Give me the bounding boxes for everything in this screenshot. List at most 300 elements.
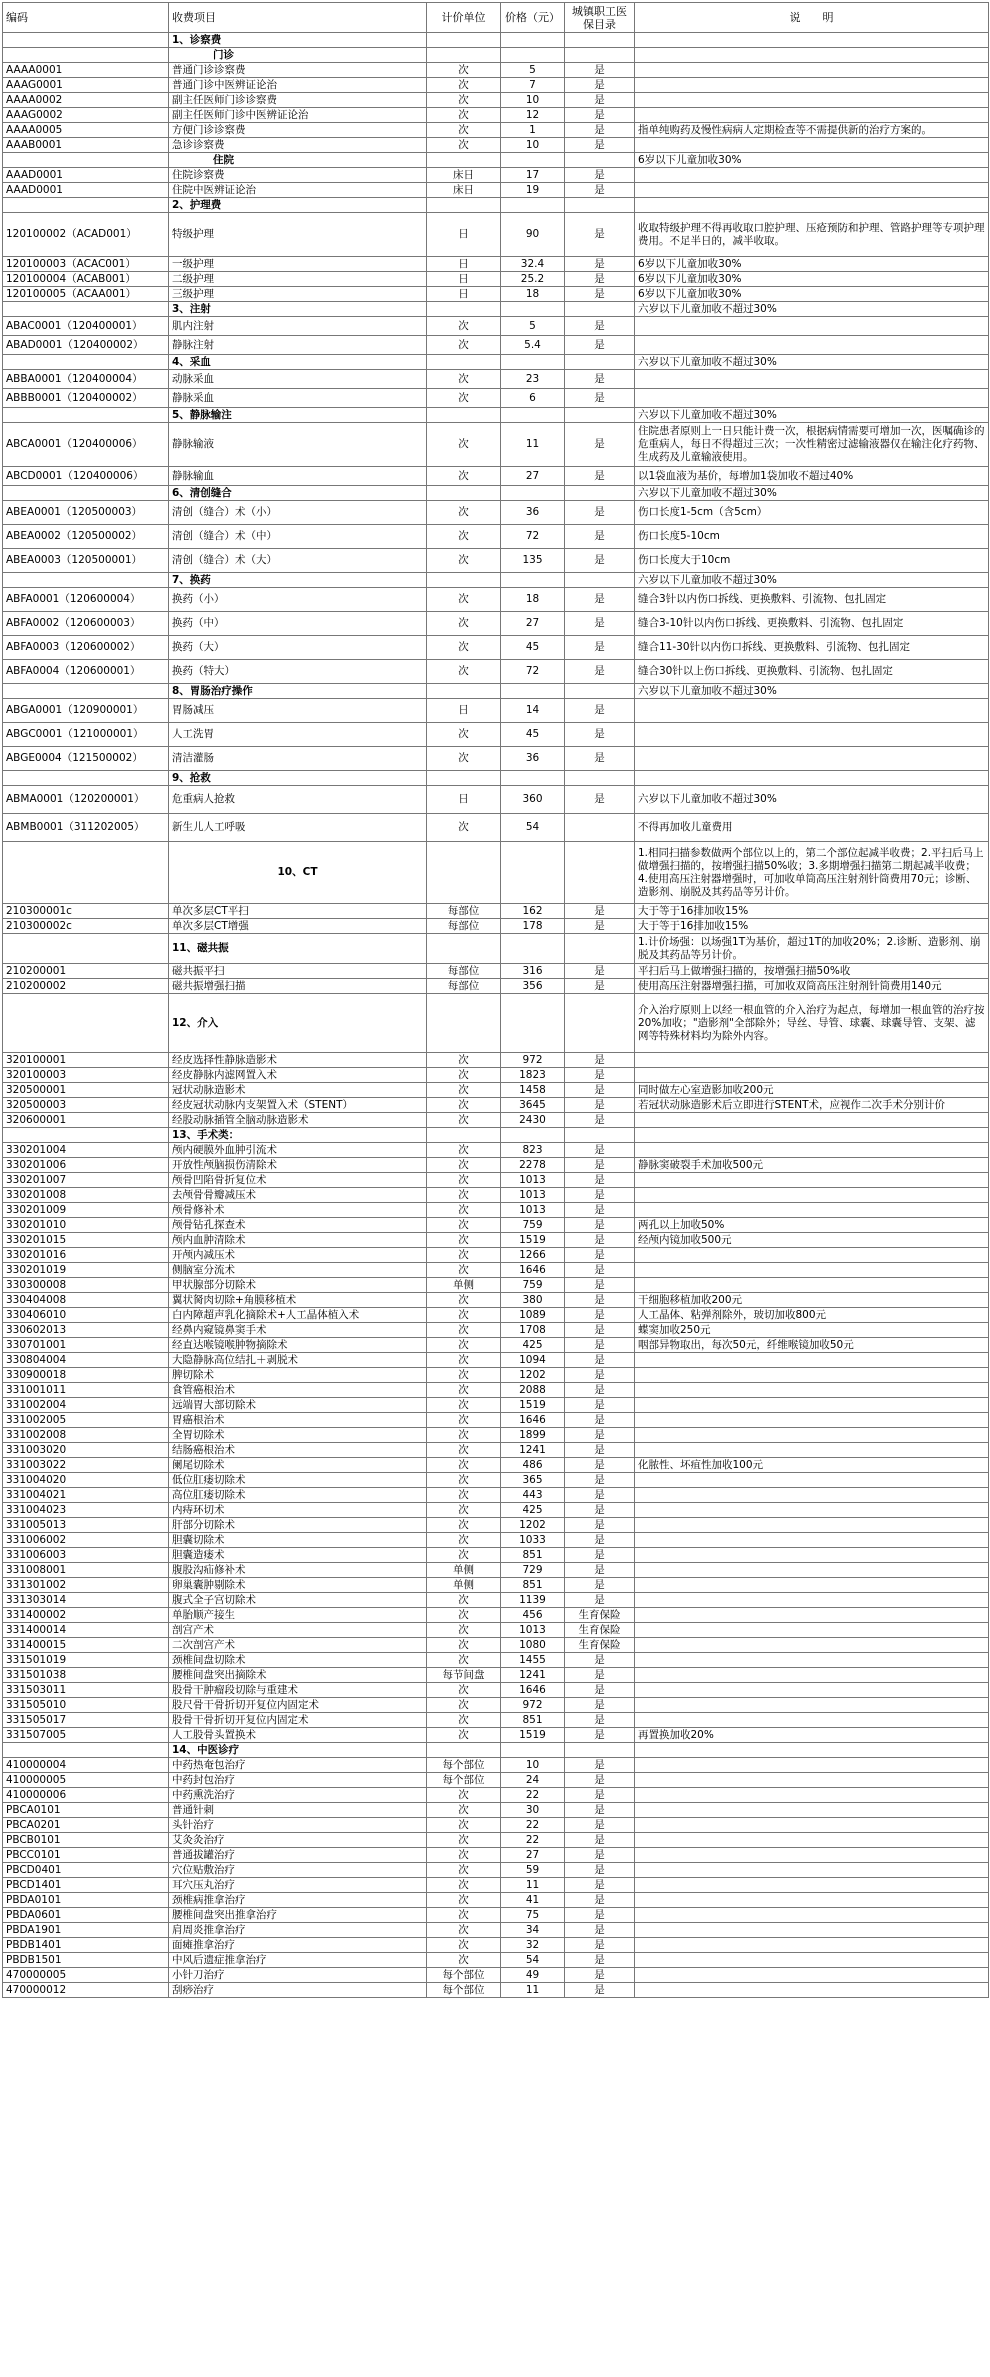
code-cell: 331008001	[3, 1563, 169, 1578]
note-cell: 咽部异物取出，每次50元，纤维喉镜加收50元	[635, 1338, 989, 1353]
fee-row	[3, 904, 989, 919]
note-cell	[635, 93, 989, 108]
unit-cell: 次	[427, 1158, 501, 1173]
insurance-cell: 是	[565, 1683, 635, 1698]
unit-cell: 次	[427, 1713, 501, 1728]
price-cell: 1823	[501, 1068, 565, 1083]
fee-row	[3, 1443, 989, 1458]
item-cell: 普通针刺	[169, 1803, 427, 1818]
item-cell: 4、采血	[169, 355, 427, 370]
header-item: 收费项目	[169, 3, 427, 33]
section-row	[3, 302, 989, 317]
item-cell: 动脉采血	[169, 370, 427, 389]
code-cell: ABCD0001（120400006）	[3, 467, 169, 486]
insurance-cell: 是	[565, 1728, 635, 1743]
item-cell: 换药（特大）	[169, 660, 427, 684]
code-cell: AAAB0001	[3, 138, 169, 153]
fee-row	[3, 1233, 989, 1248]
code-cell: 331501038	[3, 1668, 169, 1683]
item-cell: 结肠癌根治术	[169, 1443, 427, 1458]
insurance-cell: 是	[565, 1533, 635, 1548]
insurance-cell: 是	[565, 423, 635, 467]
fee-row	[3, 138, 989, 153]
note-cell	[635, 1578, 989, 1593]
code-cell: PBDA1901	[3, 1923, 169, 1938]
insurance-cell: 是	[565, 1983, 635, 1998]
note-cell	[635, 370, 989, 389]
item-cell: 腰椎间盘突出推拿治疗	[169, 1908, 427, 1923]
insurance-cell: 是	[565, 63, 635, 78]
code-cell: AAAG0001	[3, 78, 169, 93]
insurance-cell: 是	[565, 93, 635, 108]
insurance-cell: 生育保险	[565, 1638, 635, 1653]
note-cell: 六岁以下儿童加收不超过30%	[635, 408, 989, 423]
unit-cell	[427, 1743, 501, 1758]
code-cell: 331004023	[3, 1503, 169, 1518]
price-cell: 54	[501, 814, 565, 842]
price-cell: 24	[501, 1773, 565, 1788]
price-cell: 1	[501, 123, 565, 138]
fee-row	[3, 423, 989, 467]
price-cell: 5.4	[501, 336, 565, 355]
unit-cell	[427, 771, 501, 786]
fee-row	[3, 183, 989, 198]
price-cell: 54	[501, 1953, 565, 1968]
note-cell: 干细胞移植加收200元	[635, 1293, 989, 1308]
price-cell: 365	[501, 1473, 565, 1488]
unit-cell: 每个部位	[427, 1983, 501, 1998]
note-cell	[635, 1263, 989, 1278]
item-cell: 胃肠减压	[169, 699, 427, 723]
note-cell	[635, 1653, 989, 1668]
note-cell: 缝合11-30针以内伤口拆线、更换敷料、引流物、包扎固定	[635, 636, 989, 660]
code-cell: AAAD0001	[3, 168, 169, 183]
fee-row	[3, 1488, 989, 1503]
section-row	[3, 33, 989, 48]
item-cell: 1、诊察费	[169, 33, 427, 48]
insurance-cell: 是	[565, 1668, 635, 1683]
unit-cell: 次	[427, 525, 501, 549]
unit-cell: 次	[427, 1908, 501, 1923]
item-cell: 二次剖宫产术	[169, 1638, 427, 1653]
code-cell: 331006002	[3, 1533, 169, 1548]
fee-table	[2, 2, 989, 1998]
item-cell: 10、CT	[169, 842, 427, 904]
insurance-cell: 是	[565, 636, 635, 660]
insurance-cell: 是	[565, 1113, 635, 1128]
unit-cell: 次	[427, 723, 501, 747]
insurance-cell	[565, 33, 635, 48]
code-cell: ABMA0001（120200001）	[3, 786, 169, 814]
item-cell: 颅骨钻孔探查术	[169, 1218, 427, 1233]
code-cell: PBDA0601	[3, 1908, 169, 1923]
unit-cell: 次	[427, 612, 501, 636]
code-cell: 331505017	[3, 1713, 169, 1728]
note-cell: 6岁以下儿童加收30%	[635, 272, 989, 287]
unit-cell: 次	[427, 1608, 501, 1623]
fee-row	[3, 1353, 989, 1368]
price-cell: 1202	[501, 1368, 565, 1383]
price-cell: 18	[501, 287, 565, 302]
fee-row	[3, 1428, 989, 1443]
insurance-cell: 是	[565, 1473, 635, 1488]
price-cell: 5	[501, 63, 565, 78]
item-cell: 特级护理	[169, 213, 427, 257]
fee-row	[3, 1503, 989, 1518]
code-cell: 330201006	[3, 1158, 169, 1173]
fee-row	[3, 257, 989, 272]
fee-row	[3, 78, 989, 93]
insurance-cell	[565, 842, 635, 904]
header-insurance: 城镇职工医保目录	[565, 3, 635, 33]
fee-row	[3, 1173, 989, 1188]
price-cell: 2278	[501, 1158, 565, 1173]
unit-cell: 次	[427, 660, 501, 684]
price-cell	[501, 302, 565, 317]
unit-cell: 次	[427, 1653, 501, 1668]
fee-row	[3, 1308, 989, 1323]
item-cell: 经直达喉镜喉肿物摘除术	[169, 1338, 427, 1353]
fee-table-body	[3, 33, 989, 1998]
fee-row	[3, 1638, 989, 1653]
note-cell	[635, 1593, 989, 1608]
price-cell	[501, 1743, 565, 1758]
note-cell: 伤口长度1-5cm（含5cm）	[635, 501, 989, 525]
insurance-cell: 是	[565, 1428, 635, 1443]
note-cell	[635, 198, 989, 213]
price-cell: 851	[501, 1548, 565, 1563]
price-cell: 1013	[501, 1188, 565, 1203]
price-cell: 1266	[501, 1248, 565, 1263]
unit-cell: 次	[427, 1848, 501, 1863]
item-cell: 急诊诊察费	[169, 138, 427, 153]
fee-row	[3, 1788, 989, 1803]
note-cell	[635, 1488, 989, 1503]
fee-row	[3, 1158, 989, 1173]
section-row	[3, 771, 989, 786]
note-cell	[635, 1173, 989, 1188]
note-cell: 同时做左心室造影加收200元	[635, 1083, 989, 1098]
insurance-cell: 是	[565, 1263, 635, 1278]
unit-cell: 次	[427, 1233, 501, 1248]
code-cell: 210200002	[3, 979, 169, 994]
code-cell: ABEA0003（120500001）	[3, 549, 169, 573]
price-cell: 27	[501, 1848, 565, 1863]
item-cell: 阑尾切除术	[169, 1458, 427, 1473]
insurance-cell	[565, 814, 635, 842]
unit-cell: 次	[427, 1503, 501, 1518]
code-cell: ABFA0003（120600002）	[3, 636, 169, 660]
fee-row	[3, 1518, 989, 1533]
unit-cell: 次	[427, 1458, 501, 1473]
insurance-cell	[565, 1743, 635, 1758]
item-cell: 9、抢救	[169, 771, 427, 786]
price-cell: 972	[501, 1698, 565, 1713]
insurance-cell: 是	[565, 78, 635, 93]
item-cell: 腰椎间盘突出摘除术	[169, 1668, 427, 1683]
fee-row	[3, 723, 989, 747]
code-cell: 331501019	[3, 1653, 169, 1668]
item-cell: 普通门诊中医辨证论治	[169, 78, 427, 93]
item-cell: 门诊	[169, 48, 427, 63]
price-cell: 41	[501, 1893, 565, 1908]
item-cell: 冠状动脉造影术	[169, 1083, 427, 1098]
unit-cell: 每个部位	[427, 1758, 501, 1773]
insurance-cell	[565, 48, 635, 63]
unit-cell: 次	[427, 1428, 501, 1443]
note-cell: 静脉窦破裂手术加收500元	[635, 1158, 989, 1173]
note-cell	[635, 1698, 989, 1713]
item-cell: 方便门诊诊察费	[169, 123, 427, 138]
fee-row	[3, 919, 989, 934]
note-cell	[635, 63, 989, 78]
fee-row	[3, 1323, 989, 1338]
code-cell	[3, 48, 169, 63]
unit-cell: 每个部位	[427, 1968, 501, 1983]
code-cell	[3, 934, 169, 964]
price-cell: 19	[501, 183, 565, 198]
section-row	[3, 198, 989, 213]
insurance-cell: 是	[565, 1353, 635, 1368]
insurance-cell: 是	[565, 1458, 635, 1473]
item-cell: 穴位贴敷治疗	[169, 1863, 427, 1878]
insurance-cell: 是	[565, 168, 635, 183]
note-cell: 大于等于16排加收15%	[635, 919, 989, 934]
code-cell: 470000012	[3, 1983, 169, 1998]
item-cell: 腹式全子宫切除术	[169, 1593, 427, 1608]
insurance-cell: 是	[565, 1308, 635, 1323]
fee-row	[3, 1803, 989, 1818]
unit-cell: 单侧	[427, 1278, 501, 1293]
unit-cell: 次	[427, 814, 501, 842]
note-cell: 伤口长度5-10cm	[635, 525, 989, 549]
item-cell: 颅内血肿清除术	[169, 1233, 427, 1248]
item-cell: 卵巢囊肿剔除术	[169, 1578, 427, 1593]
price-cell: 72	[501, 660, 565, 684]
price-cell: 1646	[501, 1263, 565, 1278]
note-cell	[635, 1563, 989, 1578]
note-cell: 六岁以下儿童加收不超过30%	[635, 786, 989, 814]
price-cell	[501, 33, 565, 48]
insurance-cell: 是	[565, 1863, 635, 1878]
item-cell: 单次多层CT平扫	[169, 904, 427, 919]
unit-cell: 次	[427, 1953, 501, 1968]
insurance-cell: 是	[565, 525, 635, 549]
fee-row	[3, 1053, 989, 1068]
note-cell	[635, 1953, 989, 1968]
insurance-cell: 是	[565, 723, 635, 747]
unit-cell: 次	[427, 1863, 501, 1878]
code-cell: 330406010	[3, 1308, 169, 1323]
unit-cell: 次	[427, 1113, 501, 1128]
code-cell: 331400002	[3, 1608, 169, 1623]
note-cell: 以1袋血液为基价，每增加1袋加收不超过40%	[635, 467, 989, 486]
code-cell	[3, 486, 169, 501]
fee-row	[3, 1608, 989, 1623]
price-cell: 30	[501, 1803, 565, 1818]
insurance-cell	[565, 1128, 635, 1143]
unit-cell: 次	[427, 1338, 501, 1353]
code-cell: PBCD0401	[3, 1863, 169, 1878]
insurance-cell: 是	[565, 257, 635, 272]
note-cell	[635, 1143, 989, 1158]
section-row	[3, 934, 989, 964]
note-cell	[635, 1368, 989, 1383]
insurance-cell: 是	[565, 1278, 635, 1293]
note-cell	[635, 1773, 989, 1788]
note-cell	[635, 1188, 989, 1203]
note-cell	[635, 48, 989, 63]
code-cell: ABAD0001（120400002）	[3, 336, 169, 355]
insurance-cell: 是	[565, 1248, 635, 1263]
note-cell	[635, 317, 989, 336]
item-cell: 11、磁共振	[169, 934, 427, 964]
item-cell: 中风后遗症推拿治疗	[169, 1953, 427, 1968]
code-cell	[3, 573, 169, 588]
price-cell: 1013	[501, 1623, 565, 1638]
note-cell	[635, 1278, 989, 1293]
note-cell	[635, 1113, 989, 1128]
code-cell: 120100003（ACAC001）	[3, 257, 169, 272]
note-cell	[635, 1968, 989, 1983]
unit-cell: 次	[427, 1488, 501, 1503]
price-cell: 135	[501, 549, 565, 573]
unit-cell: 日	[427, 786, 501, 814]
code-cell	[3, 1128, 169, 1143]
code-cell: 320500001	[3, 1083, 169, 1098]
fee-row	[3, 660, 989, 684]
insurance-cell: 是	[565, 660, 635, 684]
code-cell: 320100003	[3, 1068, 169, 1083]
section-row	[3, 994, 989, 1053]
note-cell	[635, 1803, 989, 1818]
insurance-cell: 是	[565, 317, 635, 336]
unit-cell: 次	[427, 317, 501, 336]
price-cell: 1458	[501, 1083, 565, 1098]
unit-cell: 次	[427, 108, 501, 123]
price-cell: 45	[501, 723, 565, 747]
unit-cell	[427, 684, 501, 699]
unit-cell: 次	[427, 1473, 501, 1488]
fee-row	[3, 1593, 989, 1608]
insurance-cell: 是	[565, 1953, 635, 1968]
unit-cell: 次	[427, 1263, 501, 1278]
code-cell: ABEA0002（120500002）	[3, 525, 169, 549]
insurance-cell: 是	[565, 1053, 635, 1068]
price-cell: 22	[501, 1833, 565, 1848]
fee-row	[3, 370, 989, 389]
item-cell: 副主任医师门诊中医辨证论治	[169, 108, 427, 123]
item-cell: 股骨干肿瘤段切除与重建术	[169, 1683, 427, 1698]
unit-cell: 次	[427, 1788, 501, 1803]
note-cell: 人工晶体、粘弹剂除外，玻切加收800元	[635, 1308, 989, 1323]
unit-cell: 次	[427, 467, 501, 486]
price-cell	[501, 1128, 565, 1143]
item-cell: 14、中医诊疗	[169, 1743, 427, 1758]
code-cell	[3, 1743, 169, 1758]
insurance-cell: 是	[565, 979, 635, 994]
price-cell: 27	[501, 467, 565, 486]
note-cell	[635, 1473, 989, 1488]
fee-row	[3, 389, 989, 408]
fee-row	[3, 1368, 989, 1383]
code-cell: 330701001	[3, 1338, 169, 1353]
unit-cell: 次	[427, 1398, 501, 1413]
unit-cell: 日	[427, 213, 501, 257]
insurance-cell: 是	[565, 1968, 635, 1983]
unit-cell: 次	[427, 423, 501, 467]
code-cell: PBDA0101	[3, 1893, 169, 1908]
code-cell: 331503011	[3, 1683, 169, 1698]
fee-row	[3, 213, 989, 257]
price-cell: 2088	[501, 1383, 565, 1398]
insurance-cell: 是	[565, 1833, 635, 1848]
price-cell: 45	[501, 636, 565, 660]
item-cell: 危重病人抢救	[169, 786, 427, 814]
price-cell: 1202	[501, 1518, 565, 1533]
unit-cell: 次	[427, 588, 501, 612]
item-cell: 经皮静脉内滤网置入术	[169, 1068, 427, 1083]
unit-cell: 次	[427, 123, 501, 138]
fee-row	[3, 964, 989, 979]
unit-cell: 次	[427, 78, 501, 93]
price-cell: 1139	[501, 1593, 565, 1608]
note-cell	[635, 723, 989, 747]
note-cell: 经颅内镜加收500元	[635, 1233, 989, 1248]
insurance-cell: 是	[565, 213, 635, 257]
unit-cell: 次	[427, 1383, 501, 1398]
price-cell: 12	[501, 108, 565, 123]
insurance-cell: 是	[565, 287, 635, 302]
insurance-cell	[565, 198, 635, 213]
fee-row	[3, 612, 989, 636]
unit-cell: 次	[427, 63, 501, 78]
price-cell: 316	[501, 964, 565, 979]
code-cell: ABBB0001（120400002）	[3, 389, 169, 408]
section-row	[3, 684, 989, 699]
code-cell	[3, 842, 169, 904]
price-cell: 3645	[501, 1098, 565, 1113]
header-unit: 计价单位	[427, 3, 501, 33]
unit-cell: 次	[427, 1533, 501, 1548]
fee-row	[3, 1248, 989, 1263]
price-cell: 1080	[501, 1638, 565, 1653]
unit-cell: 日	[427, 699, 501, 723]
price-cell	[501, 684, 565, 699]
note-cell: 1.相同扫描参数做两个部位以上的，第二个部位起减半收费；2.平扫后马上做增强扫描的，按增强扫描50%收；3.多期增强扫描第二期起减半收费；4.使用高压注射器增强时，可加收单筒高压注射剂针筒费用70元；诊断、造影剂、崩脱及其药品等另计价。	[635, 842, 989, 904]
code-cell: 331003022	[3, 1458, 169, 1473]
unit-cell	[427, 1128, 501, 1143]
unit-cell: 次	[427, 1893, 501, 1908]
price-cell: 425	[501, 1338, 565, 1353]
note-cell	[635, 1668, 989, 1683]
code-cell: ABEA0001（120500003）	[3, 501, 169, 525]
note-cell	[635, 108, 989, 123]
note-cell	[635, 1683, 989, 1698]
fee-row	[3, 588, 989, 612]
insurance-cell: 是	[565, 964, 635, 979]
note-cell	[635, 183, 989, 198]
price-cell: 1646	[501, 1413, 565, 1428]
fee-row	[3, 1383, 989, 1398]
unit-cell: 次	[427, 1293, 501, 1308]
price-cell: 34	[501, 1923, 565, 1938]
note-cell	[635, 1398, 989, 1413]
price-cell: 72	[501, 525, 565, 549]
item-cell: 开颅内减压术	[169, 1248, 427, 1263]
code-cell: PBCA0201	[3, 1818, 169, 1833]
unit-cell: 次	[427, 1368, 501, 1383]
